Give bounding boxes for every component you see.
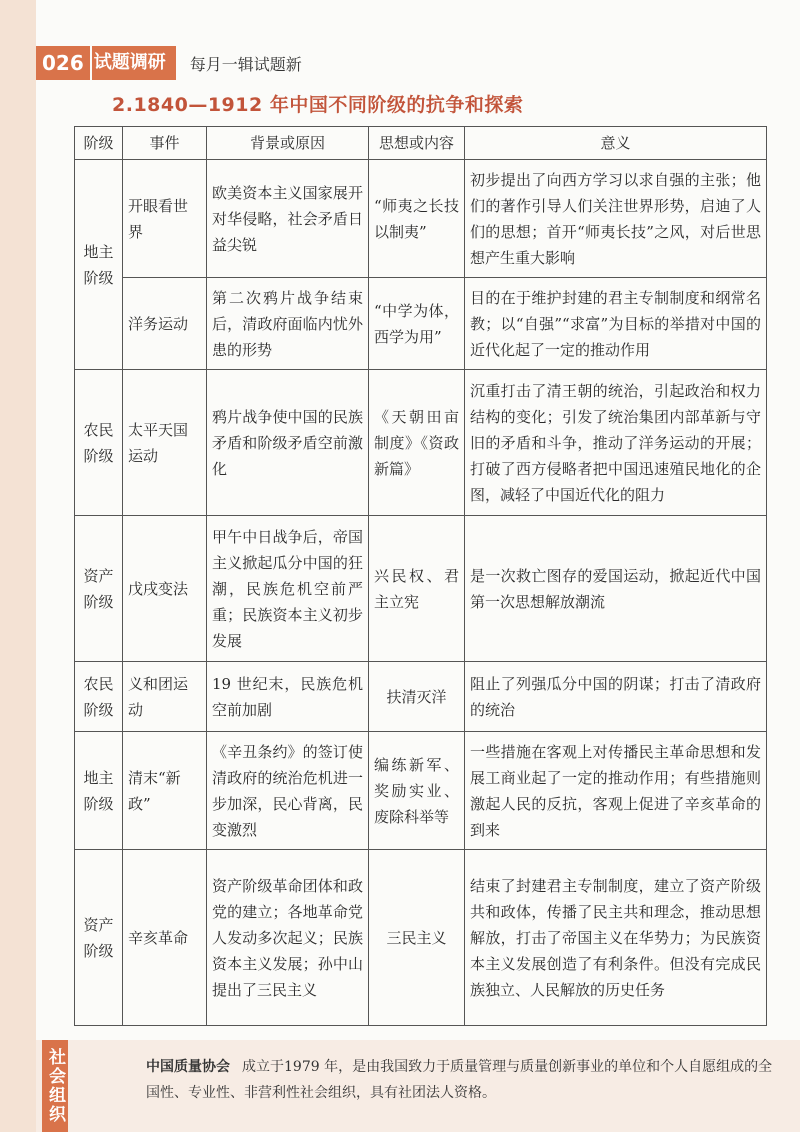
header-content: 思想或内容	[369, 127, 465, 160]
page-header	[36, 44, 316, 82]
header-slogan: 每月一辑试题新	[189, 54, 302, 74]
event-cell: 戊戌变法	[123, 516, 207, 662]
content-cell: “中学为体，西学为用”	[369, 278, 465, 370]
event-cell: 开眼看世界	[123, 160, 207, 278]
header-background: 背景或原因	[207, 127, 369, 160]
background-cell: 第二次鸦片战争结束后，清政府面临内忧外患的形势	[207, 278, 369, 370]
content-cell: 扶清灭洋	[369, 662, 465, 732]
footer-box	[36, 1040, 800, 1132]
table-row	[75, 516, 767, 662]
background-cell: 《辛丑条约》的签订使清政府的统治危机进一步加深，民心背离，民变激烈	[207, 732, 369, 850]
content-cell: 三民主义	[369, 850, 465, 1026]
table-row	[75, 160, 767, 278]
column-name: 试题调研	[90, 46, 176, 80]
significance-cell: 结束了封建君主专制制度，建立了资产阶级共和政体，传播了民主共和理念，推动思想解放，打击了帝国主义在华势力；为民族资本主义发展创造了有利条件。但没有完成民族独立、人民解放的历史任务	[465, 850, 767, 1026]
background-cell: 鸦片战争使中国的民族矛盾和阶级矛盾空前激化	[207, 370, 369, 516]
class-cell: 地主阶级	[75, 160, 123, 370]
header-significance: 意义	[465, 127, 767, 160]
side-strip	[0, 0, 36, 1132]
event-cell: 清末“新政”	[123, 732, 207, 850]
table-row	[75, 370, 767, 516]
header-class: 阶级	[75, 127, 123, 160]
content-cell: 《天朝田亩制度》《资政新篇》	[369, 370, 465, 516]
background-cell: 资产阶级革命团体和政党的建立；各地革命党人发动多次起义；民族资本主义发展；孙中山提出了三民主义	[207, 850, 369, 1026]
significance-cell: 目的在于维护封建的君主专制制度和纲常名教；以“自强”“求富”为目标的举措对中国的近代化起了一定的推动作用	[465, 278, 767, 370]
background-cell: 甲午中日战争后，帝国主义掀起瓜分中国的狂潮，民族危机空前严重；民族资本主义初步发展	[207, 516, 369, 662]
event-cell: 洋务运动	[123, 278, 207, 370]
class-cell: 地主阶级	[75, 732, 123, 850]
event-cell: 太平天国运动	[123, 370, 207, 516]
comparison-table	[74, 126, 767, 1026]
significance-cell: 阻止了列强瓜分中国的阴谋；打击了清政府的统治	[465, 662, 767, 732]
footer-description: 成立于1979 年，是由我国致力于质量管理与质量创新事业的单位和个人自愿组成的全国性、专业性、非营利性社会组织，具有社团法人资格。	[146, 1059, 773, 1101]
table-header-row	[75, 127, 767, 160]
content-cell: 兴民权、君主立宪	[369, 516, 465, 662]
significance-cell: 沉重打击了清王朝的统治，引起政治和权力结构的变化；引发了统治集团内部革新与守旧的矛盾和斗争，推动了洋务运动的开展；打破了西方侵略者把中国迅速殖民地化的企图，减轻了中国近代化的阻力	[465, 370, 767, 516]
footer-org-name: 中国质量协会	[146, 1059, 230, 1075]
event-cell: 辛亥革命	[123, 850, 207, 1026]
section-title: 2.1840—1912 年中国不同阶级的抗争和探索	[112, 94, 524, 116]
page-number: 026	[36, 46, 90, 80]
event-cell: 义和团运动	[123, 662, 207, 732]
class-cell: 资产阶级	[75, 516, 123, 662]
footer-tag: 社会组织	[42, 1040, 68, 1132]
table-row	[75, 278, 767, 370]
significance-cell: 初步提出了向西方学习以求自强的主张；他们的著作引导人们关注世界形势，启迪了人们的思想；首开“师夷长技”之风，对后世思想产生重大影响	[465, 160, 767, 278]
class-cell: 资产阶级	[75, 850, 123, 1026]
content-cell: 编练新军、奖励实业、废除科举等	[369, 732, 465, 850]
class-cell: 农民阶级	[75, 662, 123, 732]
table-row	[75, 850, 767, 1026]
class-cell: 农民阶级	[75, 370, 123, 516]
table-row	[75, 732, 767, 850]
footer-text	[146, 1054, 776, 1106]
header-event: 事件	[123, 127, 207, 160]
table-row	[75, 662, 767, 732]
significance-cell: 是一次救亡图存的爱国运动，掀起近代中国第一次思想解放潮流	[465, 516, 767, 662]
background-cell: 欧美资本主义国家展开对华侵略，社会矛盾日益尖锐	[207, 160, 369, 278]
significance-cell: 一些措施在客观上对传播民主革命思想和发展工商业起了一定的推动作用；有些措施则激起人民的反抗，客观上促进了辛亥革命的到来	[465, 732, 767, 850]
content-cell: “师夷之长技以制夷”	[369, 160, 465, 278]
background-cell: 19 世纪末，民族危机空前加剧	[207, 662, 369, 732]
